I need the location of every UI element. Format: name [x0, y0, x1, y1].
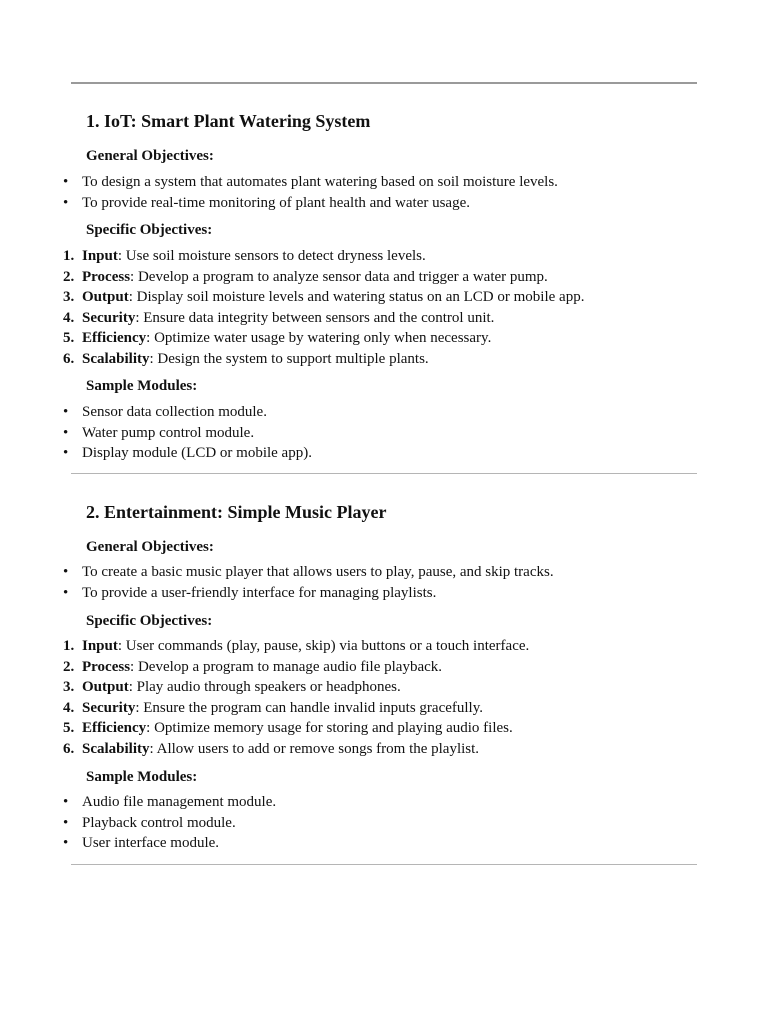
sample-modules-list: [0, 402, 312, 464]
section-title: 2. Entertainment: Simple Music Player: [86, 502, 387, 522]
bullet-icon: •: [63, 404, 69, 420]
list-item: 4. Security: Ensure data integrity between sensors and the control unit.: [63, 309, 495, 326]
bullet-icon: •: [63, 174, 69, 190]
list-item: 4. Security: Ensure the program can handle invalid inputs gracefully.: [63, 699, 483, 716]
bullet-icon: •: [63, 194, 69, 211]
bullet-icon: •: [63, 835, 69, 851]
bullet-icon: •: [63, 445, 69, 461]
list-item: 3. Output: Display soil moisture levels and watering status on an LCD or mobile app.: [63, 289, 585, 305]
list-item: • Sensor data collection module.: [0, 402, 312, 423]
top-divider: [71, 82, 697, 84]
list-item: 1. Input: Use soil moisture sensors to detect dryness levels.: [63, 248, 426, 264]
list-item: • User interface module.: [0, 833, 276, 854]
general-objectives-list: [0, 172, 558, 213]
list-item: • Playback control module.: [0, 813, 276, 834]
list-item: 6. Scalability: Allow users to add or remove songs from the playlist.: [63, 740, 480, 757]
general-objectives-heading: General Objectives:: [86, 539, 214, 555]
specific-objectives-heading: Specific Objectives:: [86, 613, 213, 629]
bullet-icon: •: [63, 424, 69, 441]
list-item: 3. Output: Play audio through speakers or headphones.: [63, 679, 401, 695]
list-item: • To design a system that automates plant watering based on soil moisture levels.: [0, 172, 558, 193]
list-item: 5. Efficiency: Optimize water usage by watering only when necessary.: [63, 330, 492, 346]
list-item: • Display module (LCD or mobile app).: [0, 443, 312, 464]
general-objectives-heading: General Objectives:: [86, 148, 214, 164]
general-objectives-list: [0, 562, 554, 603]
bullet-icon: •: [63, 564, 69, 580]
bottom-divider: [71, 864, 697, 865]
list-item: • Water pump control module.: [0, 423, 312, 444]
sample-modules-heading: Sample Modules:: [86, 769, 198, 785]
list-item: • To provide real-time monitoring of plant health and water usage.: [0, 193, 558, 214]
bullet-icon: •: [63, 794, 69, 810]
list-item: • To provide a user-friendly interface for managing playlists.: [0, 583, 554, 604]
sample-modules-list: [0, 792, 276, 854]
list-item: • To create a basic music player that allows users to play, pause, and skip tracks.: [0, 562, 554, 583]
specific-objectives-list: [0, 246, 584, 369]
bullet-icon: •: [63, 814, 69, 831]
list-item: 2. Process: Develop a program to analyze sensor data and trigger a water pump.: [63, 268, 548, 285]
sample-modules-heading: Sample Modules:: [86, 378, 198, 394]
list-item: 1. Input: User commands (play, pause, skip) via buttons or a touch interface.: [63, 638, 530, 654]
specific-objectives-list: [0, 636, 529, 759]
list-item: 2. Process: Develop a program to manage audio file playback.: [63, 658, 443, 675]
list-item: 6. Scalability: Design the system to support multiple plants.: [63, 350, 429, 367]
list-item: • Audio file management module.: [0, 792, 276, 813]
bullet-icon: •: [63, 584, 69, 601]
section-title: 1. IoT: Smart Plant Watering System: [86, 111, 371, 131]
section-divider: [71, 473, 697, 474]
specific-objectives-heading: Specific Objectives:: [86, 222, 213, 238]
list-item: 5. Efficiency: Optimize memory usage for storing and playing audio files.: [63, 720, 513, 736]
